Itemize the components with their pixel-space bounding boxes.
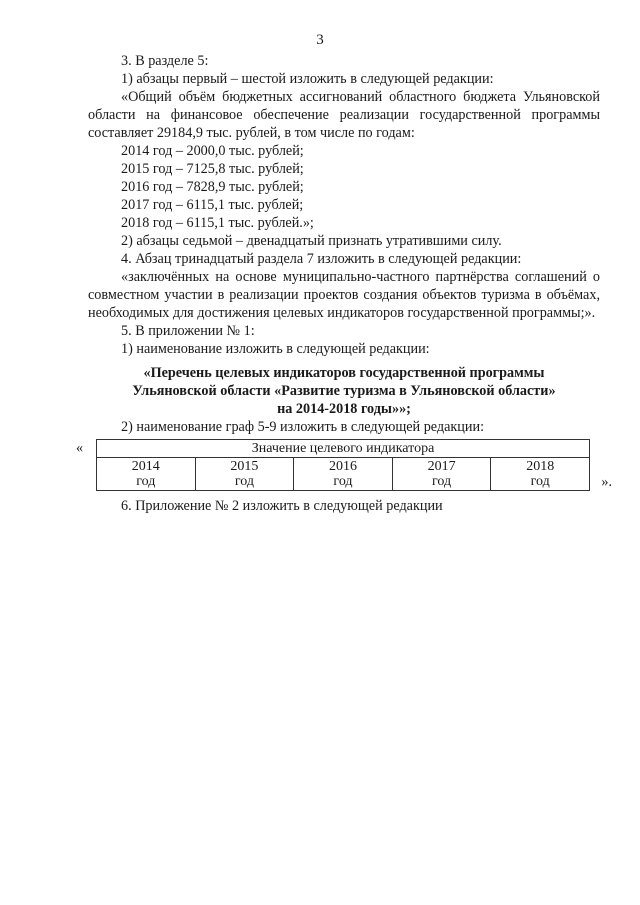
year-value: 2015 [230,459,259,474]
table-header-row [97,440,590,458]
section-4-heading: 4. Абзац тринадцатый раздела 7 изложить в следующей редакции: [121,251,522,267]
year-unit: год [234,474,254,489]
year-unit: год [432,474,452,489]
budget-year-line: 2018 год – 6115,1 тыс. рублей.»; [121,215,314,231]
table-cell-year [195,458,294,491]
closing-quote: ». [601,474,612,490]
section-6-heading: 6. Приложение № 2 изложить в следующей редакции [121,498,443,514]
year-value: 2017 [427,459,456,474]
year-unit: год [530,474,550,489]
table-row [97,458,590,491]
section-5-item-1: 1) наименование изложить в следующей редакции: [121,341,430,357]
table-cell-year [294,458,393,491]
section-3-heading: 3. В разделе 5: [121,53,209,69]
indicator-table-wrapper [76,439,612,491]
budget-year-line: 2014 год – 2000,0 тыс. рублей; [121,143,304,159]
year-value: 2016 [328,459,357,474]
year-unit: год [333,474,353,489]
indicator-table [96,439,590,491]
table-cell-year [392,458,491,491]
section-4-quote: «заключённых на основе муниципально-частного партнёрства соглашений о совместном участии в реализации проектов создания объектов туризма в объёмах, необходимых для достижения целевых индикаторов государственной программы;». [88,269,600,321]
year-value: 2018 [526,459,555,474]
section-3-item-2: 2) абзацы седьмой – двенадцатый признать утратившими силу. [121,233,502,249]
program-title-line: «Перечень целевых индикаторов государственной программы [143,365,545,381]
year-value: 2014 [131,459,160,474]
section-3-quote: «Общий объём бюджетных ассигнований областного бюджета Ульяновской области на финансовое обеспечение реализации государственной программы составляет 29184,9 тыс. рублей, в том числе по годам: [88,89,600,141]
table-cell-year [491,458,590,491]
section-5-item-2: 2) наименование граф 5-9 изложить в следующей редакции: [121,419,485,435]
page-number: 3 [316,32,324,48]
opening-quote: « [76,440,84,456]
table-header-cell: Значение целевого индикатора [97,440,590,458]
year-unit: год [136,474,156,489]
budget-year-line: 2016 год – 7828,9 тыс. рублей; [121,179,304,195]
section-5-heading: 5. В приложении № 1: [121,323,255,339]
program-title-line: на 2014-2018 годы»»; [277,401,411,417]
budget-year-line: 2017 год – 6115,1 тыс. рублей; [121,197,304,213]
section-3-item-1: 1) абзацы первый – шестой изложить в следующей редакции: [121,71,494,87]
table-cell-year [97,458,196,491]
program-title-line: Ульяновской области «Развитие туризма в Ульяновской области» [132,383,556,399]
budget-year-line: 2015 год – 7125,8 тыс. рублей; [121,161,304,177]
document-body [76,52,612,515]
